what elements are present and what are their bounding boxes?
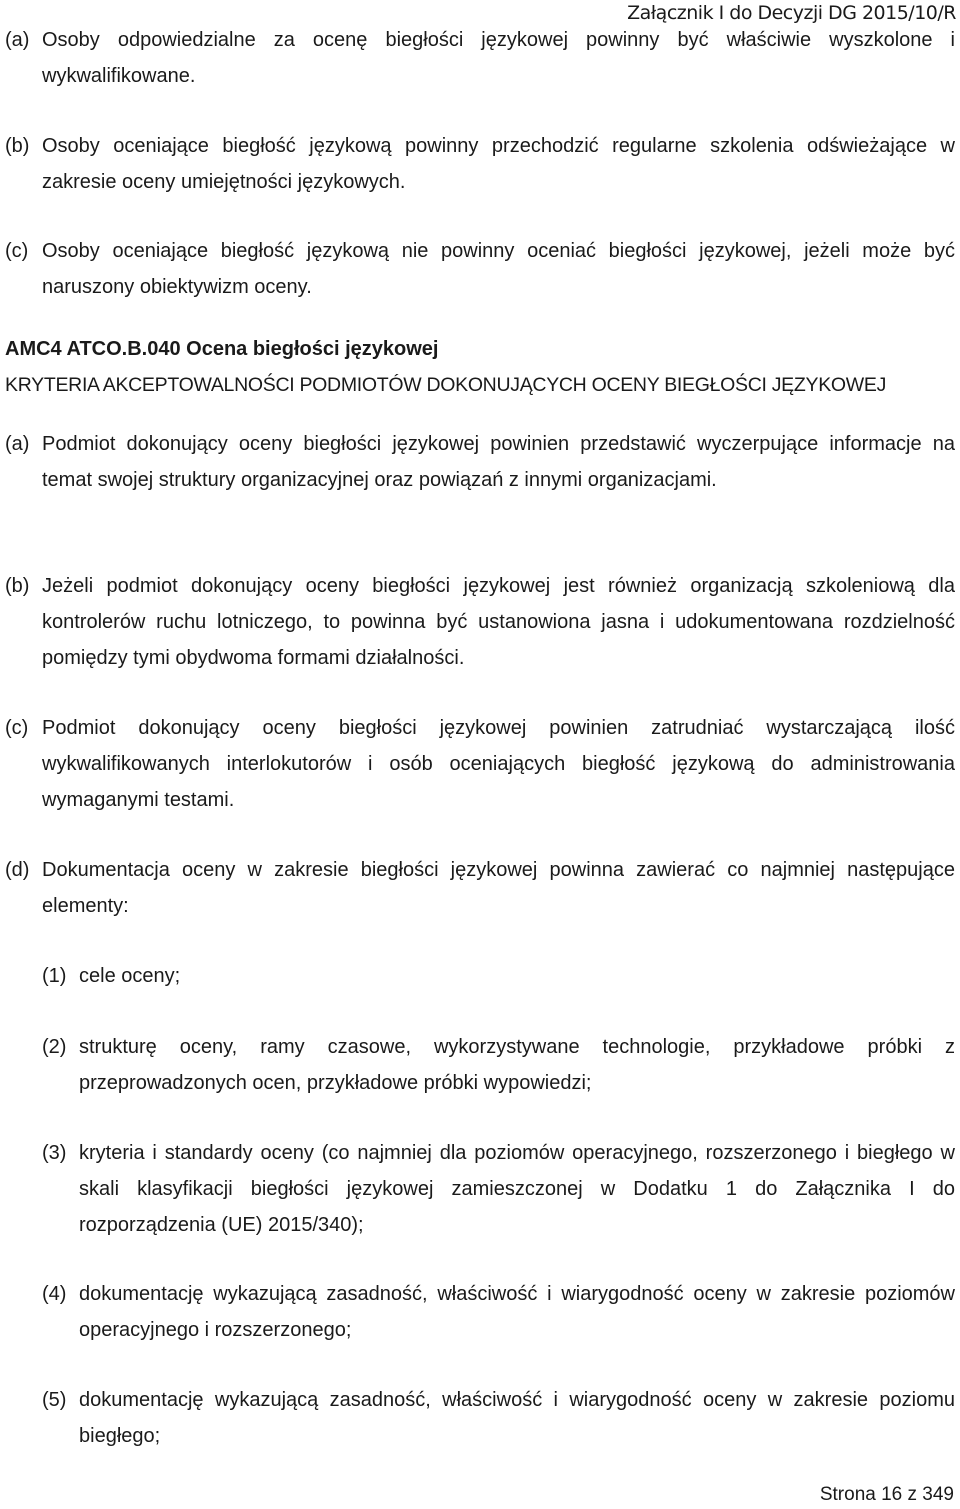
list-item-text: Osoby oceniające biegłość językową powinny przechodzić regularne szkolenia odświeżające w zakresie oceny umiejętności językowych. [42,135,955,193]
sub-list-item [42,958,955,994]
list-marker: (1) [42,965,67,987]
list-item-text: Podmiot dokonujący oceny biegłości językowej powinien przedstawić wyczerpujące informacje na temat swojej struktury organizacyjnej oraz powiązań z innymi organizacjami. [42,433,955,491]
list-item-text: Osoby odpowiedzialne za ocenę biegłości językowej powinny być właściwie wyszkolone i wykwalifikowane. [42,29,955,87]
page-number: Strona 16 z 349 [819,1484,954,1505]
list-item-text: dokumentację wykazującą zasadność, właściwość i wiarygodność oceny w zakresie poziomu biegłego; [79,1389,955,1447]
list-marker: (d) [5,859,30,881]
list-marker: (a) [5,433,30,455]
sub-list-item [42,1276,955,1348]
list-marker: (c) [5,240,29,262]
list-item-text: Podmiot dokonujący oceny biegłości językowej powinien zatrudniać wystarczającą ilość wykwalifikowanych interlokutorów i osób oceniających biegłość językową do administrowania wymaganymi testami. [42,717,955,811]
list-marker: (3) [42,1142,67,1164]
list-marker: (b) [5,575,30,597]
list-item [5,568,955,676]
sub-list-item [42,1382,955,1454]
list-item [5,22,955,94]
list-item-text: Dokumentacja oceny w zakresie biegłości językowej powinna zawierać co najmniej następujące elementy: [42,859,955,917]
list-item-text: cele oceny; [79,965,181,987]
list-item [5,710,955,818]
list-item [5,233,955,305]
list-item [5,426,955,498]
section-subheading: KRYTERIA AKCEPTOWALNOŚCI PODMIOTÓW DOKONUJĄCYCH OCENY BIEGŁOŚCI JĘZYKOWEJ [5,374,887,396]
list-item [5,852,955,924]
list-marker: (2) [42,1036,67,1058]
list-marker: (b) [5,135,30,157]
list-item-text: dokumentację wykazującą zasadność, właściwość i wiarygodność oceny w zakresie poziomów operacyjnego i rozszerzonego; [79,1283,955,1341]
list-item-text: Jeżeli podmiot dokonujący oceny biegłości językowej jest również organizacją szkoleniową dla kontrolerów ruchu lotniczego, to powinna być ustanowiona jasna i udokumentowana rozdzielność pomiędzy tymi obydwoma formami działalności. [42,575,955,669]
list-marker: (a) [5,29,30,51]
list-marker: (4) [42,1283,67,1305]
sub-list-item [42,1029,955,1101]
section-heading: AMC4 ATCO.B.040 Ocena biegłości językowej [5,338,439,360]
header-reference: Załącznik I do Decyzji DG 2015/10/R [627,2,956,24]
list-marker: (c) [5,717,29,739]
list-item-text: strukturę oceny, ramy czasowe, wykorzystywane technologie, przykładowe próbki z przeprowadzonych ocen, przykładowe próbki wypowiedzi; [79,1036,955,1094]
list-marker: (5) [42,1389,67,1411]
list-item-text: kryteria i standardy oceny (co najmniej dla poziomów operacyjnego, rozszerzonego i biegłego w skali klasyfikacji biegłości językowej zamieszczonej w Dodatku 1 do Załącznika I do rozporządzenia (UE) 2015/340); [79,1142,955,1236]
sub-list-item [42,1135,955,1243]
list-item [5,128,955,200]
list-item-text: Osoby oceniające biegłość językową nie powinny oceniać biegłości językowej, jeżeli może być naruszony obiektywizm oceny. [42,240,955,298]
